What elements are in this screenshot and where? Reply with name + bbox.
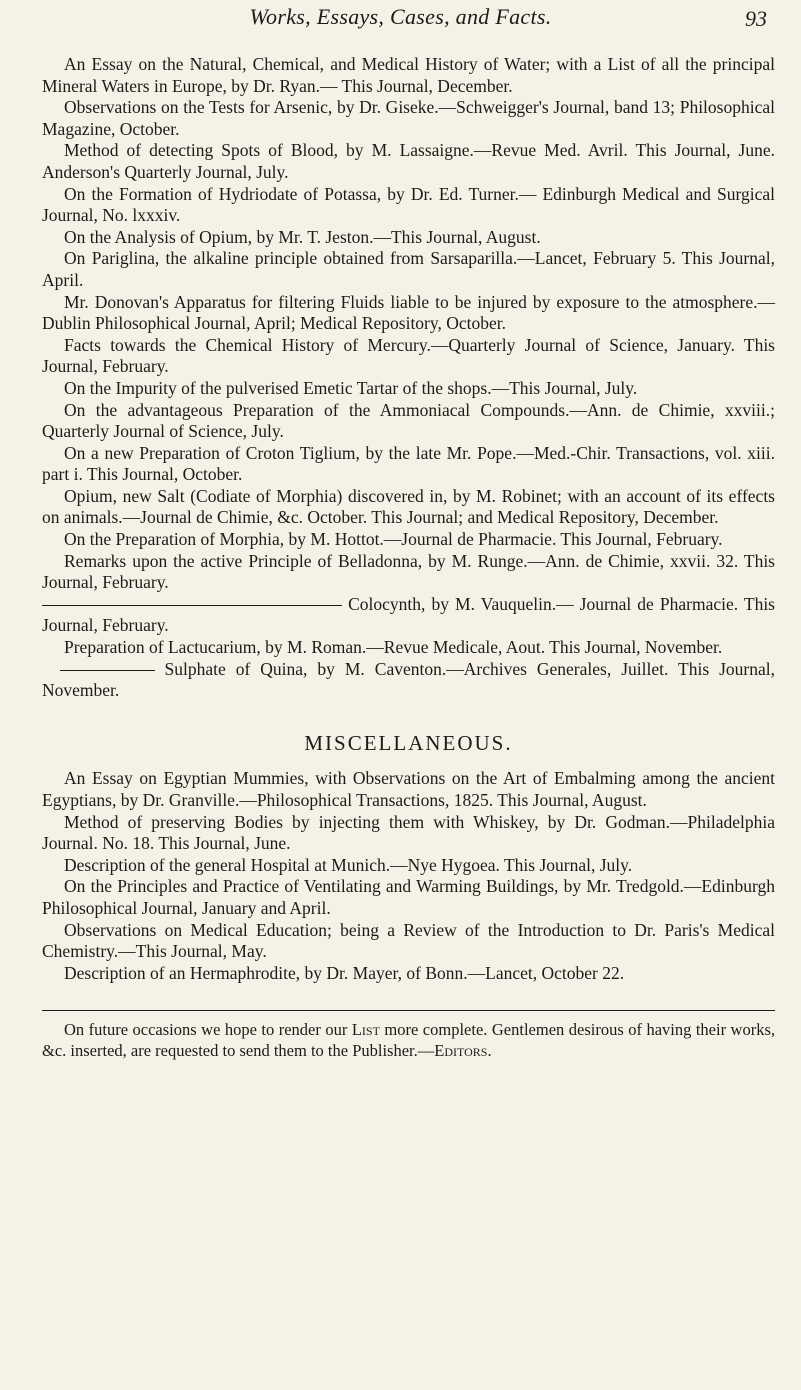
footnote: [42, 1019, 775, 1061]
list-item: Observations on Medical Education; being a Review of the Introduction to Dr. Paris's Medical Chemistry.—This Journal, May.: [42, 919, 775, 962]
footnote-divider: [42, 1010, 775, 1011]
list-item-ditto: [42, 594, 775, 637]
list-item: On the Analysis of Opium, by Mr. T. Jeston.—This Journal, August.: [64, 226, 541, 247]
list-item: Opium, new Salt (Codiate of Morphia) discovered in, by M. Robinet; with an account of its effects on animals.—Journal de Chimie, &c. October. This Journal; and Medical Repository, December.: [42, 485, 775, 528]
footnote-text-start: On future occasions we hope to render our: [64, 1020, 348, 1040]
list-item: Mr. Donovan's Apparatus for filtering Fluids liable to be injured by exposure to the atmosphere.—Dublin Philosophical Journal, April; Medical Repository, October.: [42, 291, 775, 334]
running-header: [0, 4, 801, 44]
list-item-ditto: [42, 659, 775, 702]
ditto-entry-text: Colocynth, by M. Vauquelin.— Journal de Pharmacie. This Journal, February.: [42, 593, 775, 636]
list-item: An Essay on Egyptian Mummies, with Observations on the Art of Embalming among the ancient Egyptians, by Dr. Granville.—Philosophical Transactions, 1825. This Journal, August.: [42, 768, 775, 810]
footnote-signature: Editors.: [434, 1041, 492, 1061]
list-item: Description of the general Hospital at Munich.—Nye Hygoea. This Journal, July.: [64, 854, 633, 875]
list-item: On the Preparation of Morphia, by M. Hottot.—Journal de Pharmacie. This Journal, February.: [64, 529, 723, 550]
section-heading: MISCELLANEOUS.: [304, 730, 513, 755]
footnote-list-word: List: [351, 1020, 380, 1040]
list-item: On the Formation of Hydriodate of Potassa, by Dr. Ed. Turner.— Edinburgh Medical and Surgical Journal, No. lxxxiv.: [42, 183, 775, 226]
list-item: On Pariglina, the alkaline principle obtained from Sarsaparilla.—Lancet, February 5. This Journal, April.: [42, 248, 775, 290]
list-item: Remarks upon the active Principle of Belladonna, by M. Runge.—Ann. de Chimie, xxvii. 32. This Journal, February.: [42, 550, 775, 593]
page-body: [42, 54, 775, 1061]
footnote-text-middle: more complete. Gentlemen desirous of having their works, &c. inserted, are requested to send them to the Publisher.—: [42, 1020, 776, 1061]
list-item: Method of detecting Spots of Blood, by M. Lassaigne.—Revue Med. Avril. This Journal, June. Anderson's Quarterly Journal, July.: [42, 140, 775, 182]
ditto-rule: [60, 670, 155, 671]
list-item: Facts towards the Chemical History of Mercury.—Quarterly Journal of Science, January. This Journal, February.: [42, 334, 775, 377]
page-number: 93: [745, 6, 767, 31]
ditto-entry-text: Sulphate of Quina, by M. Caventon.—Archives Generales, Juillet. This Journal, November.: [42, 658, 776, 701]
ditto-rule: [42, 605, 342, 606]
list-item: Preparation of Lactucarium, by M. Roman.—Revue Medicale, Aout. This Journal, November.: [64, 637, 723, 658]
list-item: Method of preserving Bodies by injecting them with Whiskey, by Dr. Godman.—Philadelphia Journal. No. 18. This Journal, June.: [42, 811, 775, 854]
list-item: On the advantageous Preparation of the Ammoniacal Compounds.—Ann. de Chimie, xxviii.; Quarterly Journal of Science, July.: [42, 399, 775, 442]
list-item: On the Principles and Practice of Ventilating and Warming Buildings, by Mr. Tredgold.—Edinburgh Philosophical Journal, January and April.: [42, 876, 775, 918]
list-item: An Essay on the Natural, Chemical, and Medical History of Water; with a List of all the principal Mineral Waters in Europe, by Dr. Ryan.— This Journal, December.: [42, 54, 775, 96]
list-item: Description of an Hermaphrodite, by Dr. Mayer, of Bonn.—Lancet, October 22.: [64, 962, 625, 983]
list-item: On a new Preparation of Croton Tiglium, by the late Mr. Pope.—Med.-Chir. Transactions, vol. xiii. part i. This Journal, October.: [42, 442, 775, 485]
list-item: Observations on the Tests for Arsenic, by Dr. Giseke.—Schweigger's Journal, band 13; Philosophical Magazine, October.: [42, 97, 775, 139]
running-title: Works, Essays, Cases, and Facts.: [249, 4, 552, 29]
list-item: On the Impurity of the pulverised Emetic Tartar of the shops.—This Journal, July.: [64, 377, 638, 398]
